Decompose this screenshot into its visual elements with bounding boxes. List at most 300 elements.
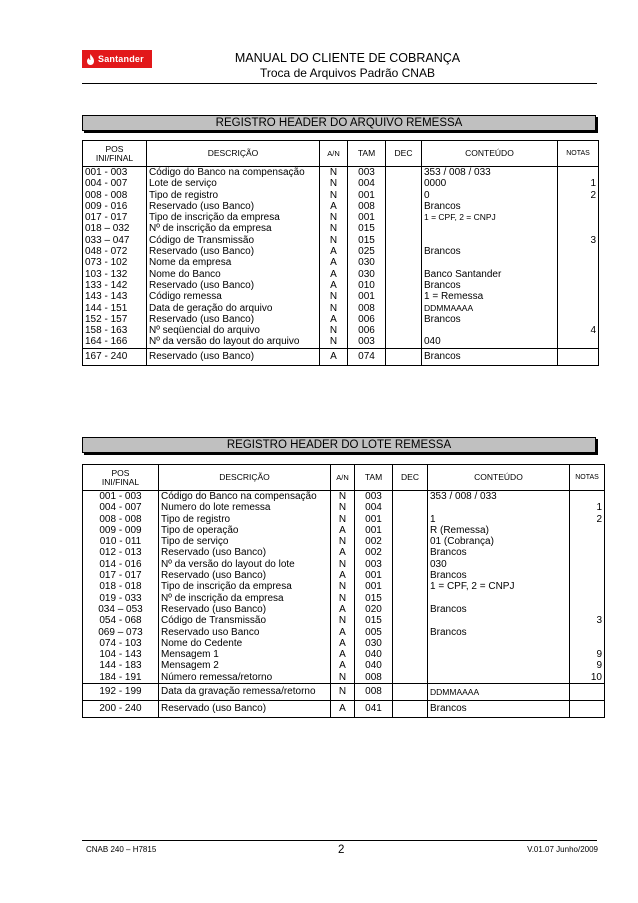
col-dec: DEC xyxy=(393,465,428,491)
header-arquivo-table xyxy=(82,140,599,366)
cell-dec xyxy=(386,314,422,325)
col-an: A/N xyxy=(331,465,355,491)
footer-doc-code: CNAB 240 – H7815 xyxy=(86,845,157,854)
cell-descricao: Reservado (uso Banco) xyxy=(147,201,320,212)
table-row xyxy=(83,604,605,615)
table-row xyxy=(83,280,599,291)
cell-tam: 005 xyxy=(355,627,393,638)
table-row xyxy=(83,235,599,246)
cell-notas xyxy=(570,593,605,604)
cell-conteudo: 01 (Cobrança) xyxy=(428,536,570,547)
cell-descricao: Data de geração do arquivo xyxy=(147,303,320,314)
cell-descricao: Numero do lote remessa xyxy=(159,502,331,513)
cell-dec xyxy=(393,593,428,604)
cell-tam: 020 xyxy=(355,604,393,615)
cell-descricao: Reservado (uso Banco) xyxy=(147,348,320,365)
cell-an: A xyxy=(331,627,355,638)
cell-notas: 3 xyxy=(596,615,602,627)
cell-an: A xyxy=(320,246,348,257)
cell-tam: 002 xyxy=(355,536,393,547)
cell-pos: 074 - 103 xyxy=(83,638,159,649)
table-row xyxy=(83,559,605,570)
table-row xyxy=(83,701,605,718)
cell-notas: 1 xyxy=(596,502,602,514)
table-row xyxy=(83,257,599,268)
cell-descricao: Data da gravação remessa/retorno xyxy=(159,684,331,701)
cell-conteudo xyxy=(422,235,558,246)
table-row xyxy=(83,684,605,701)
cell-pos: 010 - 011 xyxy=(83,536,159,547)
cell-notas: 2 xyxy=(596,513,602,525)
cell-notas xyxy=(558,223,599,234)
cell-an: A xyxy=(320,348,348,365)
cell-notas xyxy=(570,547,605,558)
cell-pos: 033 – 047 xyxy=(83,235,147,246)
cell-pos: 073 - 102 xyxy=(83,257,147,268)
cell-pos: 069 – 073 xyxy=(83,627,159,638)
cell-pos: 017 - 017 xyxy=(83,570,159,581)
cell-descricao: Código do Banco na compensação xyxy=(159,491,331,503)
section2-title: REGISTRO HEADER DO LOTE REMESSA xyxy=(82,437,596,453)
cell-tam: 006 xyxy=(348,314,386,325)
table-row xyxy=(83,269,599,280)
cell-pos: 054 - 068 xyxy=(83,615,159,626)
cell-pos: 008 - 008 xyxy=(83,190,147,201)
cell-notas: 1 xyxy=(590,178,596,190)
cell-an: A xyxy=(320,314,348,325)
cell-an: N xyxy=(331,559,355,570)
cell-notas xyxy=(570,536,605,547)
cell-an: N xyxy=(320,325,348,336)
cell-dec xyxy=(386,223,422,234)
cell-conteudo: Brancos xyxy=(428,604,570,615)
cell-descricao: Reservado (uso Banco) xyxy=(159,570,331,581)
cell-conteudo: Brancos xyxy=(422,201,558,212)
col-descricao: DESCRIÇÃO xyxy=(147,141,320,167)
cell-descricao: Reservado (uso Banco) xyxy=(159,604,331,615)
cell-dec xyxy=(393,570,428,581)
cell-conteudo: Brancos xyxy=(422,280,558,291)
cell-an: N xyxy=(320,336,348,348)
cell-notas: 10 xyxy=(590,671,602,683)
cell-pos: 184 - 191 xyxy=(83,672,159,684)
cell-conteudo xyxy=(422,325,558,336)
cell-dec xyxy=(386,257,422,268)
cell-tam: 004 xyxy=(355,502,393,513)
cell-descricao: Reservado (uso Banco) xyxy=(147,314,320,325)
table-row xyxy=(83,514,605,525)
cell-tam: 010 xyxy=(348,280,386,291)
page-number: 2 xyxy=(338,844,345,856)
cell-dec xyxy=(386,336,422,348)
cell-pos: 192 - 199 xyxy=(83,684,159,701)
cell-notas xyxy=(558,269,599,280)
cell-conteudo: Banco Santander xyxy=(422,269,558,280)
cell-dec xyxy=(386,167,422,179)
cell-tam: 003 xyxy=(355,491,393,503)
cell-notas xyxy=(558,257,599,268)
cell-notas xyxy=(558,336,599,348)
cell-an: N xyxy=(320,190,348,201)
cell-dec xyxy=(386,325,422,336)
cell-dec xyxy=(393,559,428,570)
table-row xyxy=(83,581,605,592)
table-row xyxy=(83,223,599,234)
cell-an: A xyxy=(320,257,348,268)
cell-an: A xyxy=(331,525,355,536)
cell-tam: 001 xyxy=(355,514,393,525)
cell-descricao: Nº da versão do layout do arquivo xyxy=(147,336,320,348)
footer-version: V.01.07 Junho/2009 xyxy=(527,845,598,854)
cell-conteudo: Brancos xyxy=(428,570,570,581)
cell-conteudo xyxy=(428,649,570,660)
cell-pos: 164 - 166 xyxy=(83,336,147,348)
cell-dec xyxy=(386,246,422,257)
cell-tam: 025 xyxy=(348,246,386,257)
cell-descricao: Código remessa xyxy=(147,291,320,302)
cell-notas xyxy=(558,212,599,223)
cell-descricao: Reservado (uso Banco) xyxy=(159,701,331,718)
cell-dec xyxy=(393,638,428,649)
table-row xyxy=(83,547,605,558)
table-row xyxy=(83,536,605,547)
cell-notas xyxy=(570,559,605,570)
cell-pos: 200 - 240 xyxy=(83,701,159,718)
cell-an: N xyxy=(331,491,355,503)
cell-notas xyxy=(570,627,605,638)
cell-notas xyxy=(558,167,599,179)
cell-an: A xyxy=(320,280,348,291)
cell-dec xyxy=(393,649,428,660)
cell-tam: 001 xyxy=(355,570,393,581)
cell-descricao: Nº seqüencial do arquivo xyxy=(147,325,320,336)
cell-dec xyxy=(393,547,428,558)
table-row xyxy=(83,325,599,336)
cell-conteudo: DDMMAAAA xyxy=(422,303,558,314)
cell-conteudo: 1 = CPF, 2 = CNPJ xyxy=(428,581,570,592)
table-row xyxy=(83,201,599,212)
cell-an: N xyxy=(320,178,348,189)
cell-an: A xyxy=(320,201,348,212)
cell-pos: 034 – 053 xyxy=(83,604,159,615)
cell-dec xyxy=(386,269,422,280)
table-row xyxy=(83,178,599,189)
cell-tam: 003 xyxy=(348,167,386,179)
cell-pos: 014 - 016 xyxy=(83,559,159,570)
cell-conteudo: Brancos xyxy=(428,547,570,558)
cell-descricao: Tipo de registro xyxy=(159,514,331,525)
cell-an: A xyxy=(331,649,355,660)
cell-pos: 133 - 142 xyxy=(83,280,147,291)
cell-an: N xyxy=(331,514,355,525)
cell-an: A xyxy=(331,638,355,649)
cell-notas xyxy=(570,491,605,503)
cell-tam: 001 xyxy=(355,525,393,536)
cell-an: A xyxy=(331,701,355,718)
col-conteudo: CONTEÚDO xyxy=(428,465,570,491)
cell-dec xyxy=(393,581,428,592)
cell-an: A xyxy=(331,547,355,558)
cell-dec xyxy=(393,525,428,536)
cell-dec xyxy=(393,514,428,525)
cell-pos: 004 - 007 xyxy=(83,178,147,189)
table-row xyxy=(83,303,599,314)
cell-pos: 017 - 017 xyxy=(83,212,147,223)
cell-an: N xyxy=(331,684,355,701)
cell-an: A xyxy=(331,570,355,581)
table-row xyxy=(83,649,605,660)
cell-conteudo xyxy=(428,638,570,649)
cell-conteudo: 353 / 008 / 033 xyxy=(422,167,558,179)
cell-tam: 015 xyxy=(348,235,386,246)
cell-descricao: Reservado (uso Banco) xyxy=(147,246,320,257)
cell-conteudo: 0000 xyxy=(422,178,558,189)
cell-tam: 008 xyxy=(348,303,386,314)
cell-an: A xyxy=(331,604,355,615)
cell-pos: 001 - 003 xyxy=(83,167,147,179)
cell-descricao: Código do Banco na compensação xyxy=(147,167,320,179)
cell-descricao: Reservado (uso Banco) xyxy=(159,547,331,558)
cell-notas: 3 xyxy=(590,234,596,246)
cell-conteudo: Brancos xyxy=(422,348,558,365)
cell-descricao: Nome da empresa xyxy=(147,257,320,268)
cell-descricao: Nº de inscrição da empresa xyxy=(159,593,331,604)
cell-conteudo xyxy=(428,502,570,513)
cell-notas xyxy=(570,581,605,592)
cell-notas xyxy=(570,701,605,718)
cell-conteudo: Brancos xyxy=(428,627,570,638)
cell-descricao: Mensagem 2 xyxy=(159,660,331,671)
cell-dec xyxy=(386,201,422,212)
cell-conteudo: Brancos xyxy=(422,246,558,257)
cell-notas xyxy=(558,303,599,314)
cell-tam: 041 xyxy=(355,701,393,718)
cell-tam: 030 xyxy=(348,257,386,268)
cell-an: N xyxy=(331,672,355,684)
cell-conteudo xyxy=(422,257,558,268)
cell-an: N xyxy=(320,167,348,179)
col-notas: NOTAS xyxy=(558,141,599,167)
cell-an: N xyxy=(320,235,348,246)
table-row xyxy=(83,314,599,325)
cell-dec xyxy=(393,502,428,513)
section1-title: REGISTRO HEADER DO ARQUIVO REMESSA xyxy=(82,115,596,131)
table-row xyxy=(83,660,605,671)
cell-notas xyxy=(570,638,605,649)
cell-tam: 004 xyxy=(348,178,386,189)
header-lote-table xyxy=(82,464,605,718)
table-row xyxy=(83,291,599,302)
cell-notas: 9 xyxy=(596,660,602,672)
cell-tam: 030 xyxy=(348,269,386,280)
cell-notas xyxy=(558,246,599,257)
cell-dec xyxy=(386,348,422,365)
cell-tam: 002 xyxy=(355,547,393,558)
cell-descricao: Reservado uso Banco xyxy=(159,627,331,638)
table-row xyxy=(83,212,599,223)
cell-dec xyxy=(386,303,422,314)
cell-conteudo xyxy=(428,593,570,604)
cell-pos: 152 - 157 xyxy=(83,314,147,325)
cell-tam: 001 xyxy=(348,190,386,201)
header-divider xyxy=(82,83,597,84)
cell-notas xyxy=(570,684,605,701)
cell-conteudo: DDMMAAAA xyxy=(428,684,570,701)
cell-tam: 008 xyxy=(355,672,393,684)
cell-pos: 158 - 163 xyxy=(83,325,147,336)
cell-conteudo: 030 xyxy=(428,559,570,570)
cell-descricao: Reservado (uso Banco) xyxy=(147,280,320,291)
cell-pos: 144 - 183 xyxy=(83,660,159,671)
cell-dec xyxy=(393,684,428,701)
cell-notas xyxy=(570,604,605,615)
cell-dec xyxy=(386,291,422,302)
cell-tam: 015 xyxy=(355,593,393,604)
table-row xyxy=(83,570,605,581)
santander-logo xyxy=(82,50,152,68)
cell-pos: 001 - 003 xyxy=(83,491,159,503)
table-row xyxy=(83,593,605,604)
col-conteudo: CONTEÚDO xyxy=(422,141,558,167)
cell-descricao: Lote de serviço xyxy=(147,178,320,189)
cell-descricao: Tipo de inscrição da empresa xyxy=(159,581,331,592)
cell-conteudo xyxy=(428,615,570,626)
cell-notas: 2 xyxy=(590,189,596,201)
cell-conteudo: 1 xyxy=(428,514,570,525)
cell-notas: 9 xyxy=(596,649,602,661)
table-row xyxy=(83,638,605,649)
cell-tam: 006 xyxy=(348,325,386,336)
cell-tam: 003 xyxy=(348,336,386,348)
col-tam: TAM xyxy=(355,465,393,491)
table-row xyxy=(83,167,599,179)
cell-an: N xyxy=(331,536,355,547)
cell-tam: 001 xyxy=(355,581,393,592)
col-notas: NOTAS xyxy=(570,465,605,491)
cell-tam: 074 xyxy=(348,348,386,365)
cell-dec xyxy=(386,190,422,201)
cell-conteudo xyxy=(428,660,570,671)
cell-notas: 4 xyxy=(590,325,596,337)
cell-dec xyxy=(393,627,428,638)
cell-tam: 001 xyxy=(348,291,386,302)
table-row xyxy=(83,246,599,257)
cell-dec xyxy=(393,660,428,671)
cell-dec xyxy=(386,280,422,291)
col-dec: DEC xyxy=(386,141,422,167)
cell-dec xyxy=(393,491,428,503)
document-title: MANUAL DO CLIENTE DE COBRANÇA xyxy=(234,51,461,65)
cell-pos: 018 - 018 xyxy=(83,581,159,592)
cell-dec xyxy=(386,212,422,223)
cell-pos: 103 - 132 xyxy=(83,269,147,280)
cell-pos: 144 - 151 xyxy=(83,303,147,314)
cell-tam: 015 xyxy=(355,615,393,626)
cell-tam: 008 xyxy=(348,201,386,212)
table-row xyxy=(83,502,605,513)
cell-descricao: Nº da versão do layout do lote xyxy=(159,559,331,570)
cell-pos: 019 - 033 xyxy=(83,593,159,604)
table-row xyxy=(83,627,605,638)
flame-icon xyxy=(86,54,95,65)
cell-descricao: Nome do Cedente xyxy=(159,638,331,649)
table-row xyxy=(83,190,599,201)
cell-conteudo xyxy=(422,223,558,234)
cell-tam: 040 xyxy=(355,649,393,660)
cell-pos: 004 - 007 xyxy=(83,502,159,513)
col-descricao: DESCRIÇÃO xyxy=(159,465,331,491)
cell-conteudo: 1 = CPF, 2 = CNPJ xyxy=(422,212,558,223)
cell-an: A xyxy=(331,660,355,671)
cell-descricao: Tipo de serviço xyxy=(159,536,331,547)
cell-dec xyxy=(386,178,422,189)
cell-conteudo: 1 = Remessa xyxy=(422,291,558,302)
cell-dec xyxy=(393,604,428,615)
cell-dec xyxy=(393,536,428,547)
cell-an: N xyxy=(320,291,348,302)
cell-pos: 009 - 016 xyxy=(83,201,147,212)
cell-pos: 008 - 008 xyxy=(83,514,159,525)
cell-notas xyxy=(558,280,599,291)
cell-descricao: Nome do Banco xyxy=(147,269,320,280)
cell-an: N xyxy=(331,593,355,604)
cell-tam: 030 xyxy=(355,638,393,649)
footer-divider xyxy=(82,840,597,841)
cell-descricao: Mensagem 1 xyxy=(159,649,331,660)
cell-descricao: Tipo de registro xyxy=(147,190,320,201)
cell-tam: 001 xyxy=(348,212,386,223)
table-row xyxy=(83,615,605,626)
cell-conteudo: 0 xyxy=(422,190,558,201)
table-row xyxy=(83,525,605,536)
cell-tam: 015 xyxy=(348,223,386,234)
table-row xyxy=(83,336,599,348)
cell-tam: 008 xyxy=(355,684,393,701)
cell-pos: 018 – 032 xyxy=(83,223,147,234)
table-row xyxy=(83,491,605,503)
cell-descricao: Código de Transmissão xyxy=(147,235,320,246)
cell-conteudo: Brancos xyxy=(422,314,558,325)
cell-notas xyxy=(558,201,599,212)
cell-an: N xyxy=(320,303,348,314)
cell-pos: 167 - 240 xyxy=(83,348,147,365)
col-an: A/N xyxy=(320,141,348,167)
cell-notas xyxy=(570,525,605,536)
cell-pos: 012 - 013 xyxy=(83,547,159,558)
cell-an: N xyxy=(331,502,355,513)
col-pos: POS INI/FINAL xyxy=(83,465,159,491)
cell-descricao: Número remessa/retorno xyxy=(159,672,331,684)
cell-notas xyxy=(570,570,605,581)
cell-pos: 143 - 143 xyxy=(83,291,147,302)
cell-descricao: Tipo de inscrição da empresa xyxy=(147,212,320,223)
cell-conteudo: Brancos xyxy=(428,701,570,718)
cell-notas xyxy=(558,314,599,325)
cell-notas xyxy=(558,291,599,302)
table-row xyxy=(83,672,605,684)
logo-text: Santander xyxy=(98,54,144,64)
cell-descricao: Nº de inscrição da empresa xyxy=(147,223,320,234)
cell-notas xyxy=(558,348,599,365)
cell-pos: 104 - 143 xyxy=(83,649,159,660)
cell-descricao: Tipo de operação xyxy=(159,525,331,536)
cell-pos: 009 - 009 xyxy=(83,525,159,536)
cell-dec xyxy=(393,672,428,684)
cell-an: N xyxy=(331,581,355,592)
document-subtitle: Troca de Arquivos Padrão CNAB xyxy=(260,66,435,80)
cell-an: N xyxy=(320,223,348,234)
cell-an: N xyxy=(331,615,355,626)
